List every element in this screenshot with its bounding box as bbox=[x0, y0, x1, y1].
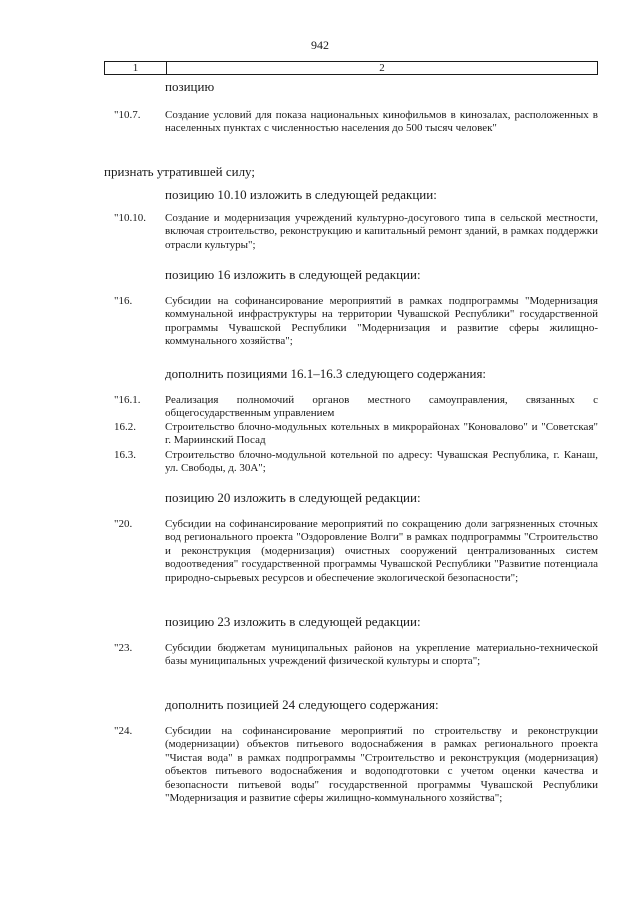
instruction-23: позицию 23 изложить в следующей редакции: bbox=[165, 614, 421, 629]
entry-number: 16.2. bbox=[114, 421, 136, 433]
entry-text: Создание условий для показа национальных кинофильмов в кинозалах, расположенных в населенных пунктах с численностью населения до 500 тысяч человек" bbox=[165, 109, 598, 135]
entry-text: Строительство блочно-модульной котельной по адресу: Чувашская Республика, г. Канаш, ул. Свободы, д. 30А"; bbox=[165, 449, 598, 475]
entry-text: Субсидии на софинансирование мероприятий по строительству и реконструкции (модернизации) объектов питьевого водоснабжения в рамках регионального проекта "Чистая вода" в рамках подпрограммы "Строительство и реконструкция (модернизация) объектов питьевого водоснабжения и водоподготовки с учетом оценки качества и безопасности питьевой воды" государственной программы Чувашской Республики "Модернизация и развитие сферы жилищно-коммунального хозяйства"; bbox=[165, 725, 598, 805]
entry-number: "10.10. bbox=[114, 212, 146, 224]
entry-text: Создание и модернизация учреждений культурно-досугового типа в сельской местности, включая строительство, реконструкцию и капитальный ремонт зданий, в рамках поддержки отрасли культуры"; bbox=[165, 212, 598, 251]
table-entry-20 bbox=[104, 518, 598, 585]
instruction-position: позицию bbox=[165, 79, 215, 94]
entry-number: "16. bbox=[114, 295, 133, 307]
entry-number: "24. bbox=[114, 725, 133, 737]
instruction-16: позицию 16 изложить в следующей редакции: bbox=[165, 267, 421, 282]
entry-text: Субсидии бюджетам муниципальных районов на укрепление материально-технической базы муниципальных учреждений физической культуры и спорта"; bbox=[165, 642, 598, 668]
table-entry-23 bbox=[104, 642, 598, 669]
entry-text: Строительство блочно-модульных котельных в микрорайонах "Коновалово" и "Советская" г. Мариинский Посад bbox=[165, 421, 598, 447]
entry-number: "20. bbox=[114, 518, 133, 530]
table-header-col-2: 2 bbox=[379, 62, 385, 74]
instruction-24: дополнить позицией 24 следующего содержания: bbox=[165, 697, 439, 712]
table-entry-16-1 bbox=[104, 394, 598, 421]
instruction-20: позицию 20 изложить в следующей редакции: bbox=[165, 490, 421, 505]
instruction-repeal: признать утратившей силу; bbox=[104, 164, 255, 179]
entry-text: Субсидии на софинансирование мероприятий в рамках подпрограммы "Модернизация коммунальной инфраструктуры на территории Чувашской Республики" государственной программы Чувашской Республики "Модернизация и развитие сферы жилищно-коммунального хозяйства"; bbox=[165, 295, 598, 348]
page-number: 942 bbox=[311, 38, 329, 52]
entry-number: "10.7. bbox=[114, 109, 141, 121]
entry-number: "23. bbox=[114, 642, 133, 654]
entry-text: Реализация полномочий органов местного самоуправления, связанных с общегосударственным управлением bbox=[165, 394, 598, 420]
entry-text: Субсидии на софинансирование мероприятий по сокращению доли загрязненных сточных вод регионального проекта "Оздоровление Волги" в рамках подпрограммы "Строительство и реконструкция (модернизация) очистных сооружений централизованных систем водоотведения" государственной программы Чувашской Республики "Развитие потенциала природно-сырьевых ресурсов и обеспечение экологической безопасности"; bbox=[165, 518, 598, 584]
table-entry-16-2 bbox=[104, 421, 598, 448]
instruction-10-10: позицию 10.10 изложить в следующей редакции: bbox=[165, 187, 437, 202]
table-entry-16 bbox=[104, 295, 598, 349]
entry-number: 16.3. bbox=[114, 449, 136, 461]
instruction-16-1-16-3: дополнить позициями 16.1–16.3 следующего содержания: bbox=[165, 366, 487, 381]
table-entry-16-3 bbox=[104, 449, 598, 476]
table-header-col-1: 1 bbox=[105, 62, 167, 74]
table-entry-24 bbox=[104, 725, 598, 805]
table-header-row bbox=[104, 61, 598, 75]
table-entry-10-10 bbox=[104, 212, 598, 252]
table-entry-10-7 bbox=[104, 109, 598, 136]
entry-number: "16.1. bbox=[114, 394, 141, 406]
